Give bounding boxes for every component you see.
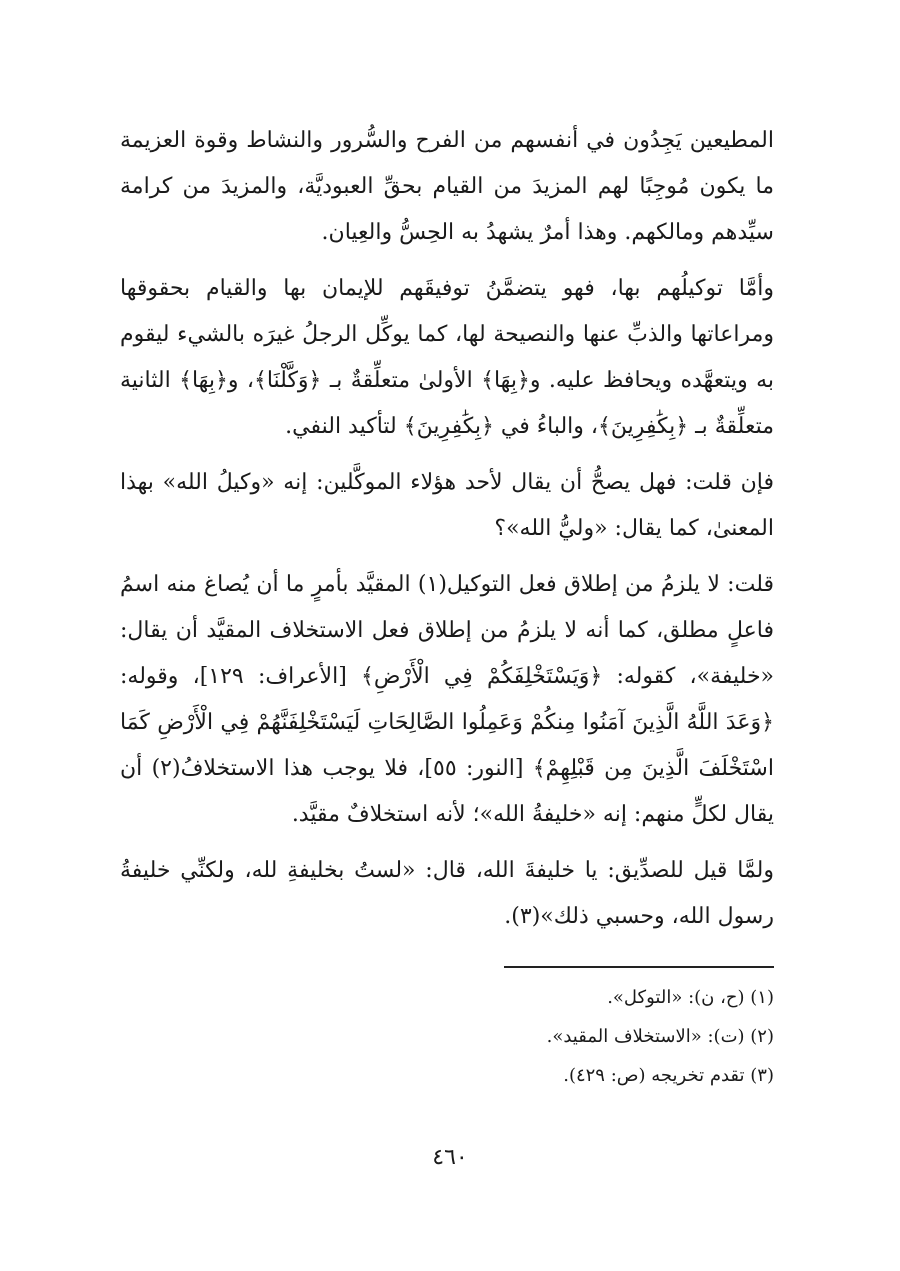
footnote-3: (٣) تقدم تخريجه (ص: ٤٢٩). xyxy=(563,1065,774,1086)
paragraph-3: فإن قلت: فهل يصحُّ أن يقال لأحد هؤلاء الموكَّلين: إنه «وكيلُ الله» بهذا المعنىٰ، كما يقال: «وليُّ الله»؟ xyxy=(120,470,774,541)
paragraph-5: ولمَّا قيل للصدِّيق: يا خليفةَ الله، قال: «لستُ بخليفةِ لله، ولكنِّي خليفةُ رسول الله، وحسبي ذلك»(٣). xyxy=(120,858,774,929)
page-number: ٤٦٠ xyxy=(432,1145,468,1170)
footnote-2: (٢) (ت): «الاستخلاف المقيد». xyxy=(546,1026,774,1047)
footnote-1: (١) (ح، ن): «التوكل». xyxy=(607,987,774,1008)
paragraph-2: وأمَّا توكيلُهم بها، فهو يتضمَّنُ توفيقَهم للإيمان بها والقيام بحقوقها ومراعاتها والذبِّ عنها والنصيحة لها، كما يوكِّل الرجلُ غيرَه بالشيء ليقوم به ويتعهَّده ويحافظ عليه. و﴿بِهَا﴾ الأولىٰ متعلِّقةٌ بـ ﴿وَكَّلْنَا﴾، و﴿بِهَا﴾ الثانية متعلِّقةٌ بـ ﴿بِكَٰفِرِينَ﴾، والباءُ في ﴿بِكَٰفِرِينَ﴾ لتأكيد النفي. xyxy=(120,276,774,439)
paragraph-1: المطيعين يَجِدُون في أنفسهم من الفرح والسُّرور والنشاط وقوة العزيمة ما يكون مُوجِبًا لهم المزيدَ من القيام بحقِّ العبوديَّة، والمزيدَ من كرامة سيِّدهم ومالكهم. وهذا أمرٌ يشهدُ به الحِسُّ والعِيان. xyxy=(120,128,774,245)
paragraph-4: قلت: لا يلزمُ من إطلاق فعل التوكيل(١) المقيَّد بأمرٍ ما أن يُصاغ منه اسمُ فاعلٍ مطلق، كما أنه لا يلزمُ من إطلاق فعل الاستخلاف المقيَّد أن يقال: «خليفة»، كقوله: ﴿وَيَسْتَخْلِفَكُمْ فِي الْأَرْضِ﴾ [الأعراف: ١٢٩]، وقوله: ﴿وَعَدَ اللَّهُ الَّذِينَ آمَنُوا مِنكُمْ وَعَمِلُوا الصَّالِحَاتِ لَيَسْتَخْلِفَنَّهُمْ فِي الْأَرْضِ كَمَا اسْتَخْلَفَ الَّذِينَ مِن قَبْلِهِمْ﴾ [النور: ٥٥]، فلا يوجب هذا الاستخلافُ(٢) أن يقال لكلٍّ منهم: إنه «خليفةُ الله»؛ لأنه استخلافٌ مقيَّد. xyxy=(120,572,775,827)
footnote-divider xyxy=(504,966,774,968)
